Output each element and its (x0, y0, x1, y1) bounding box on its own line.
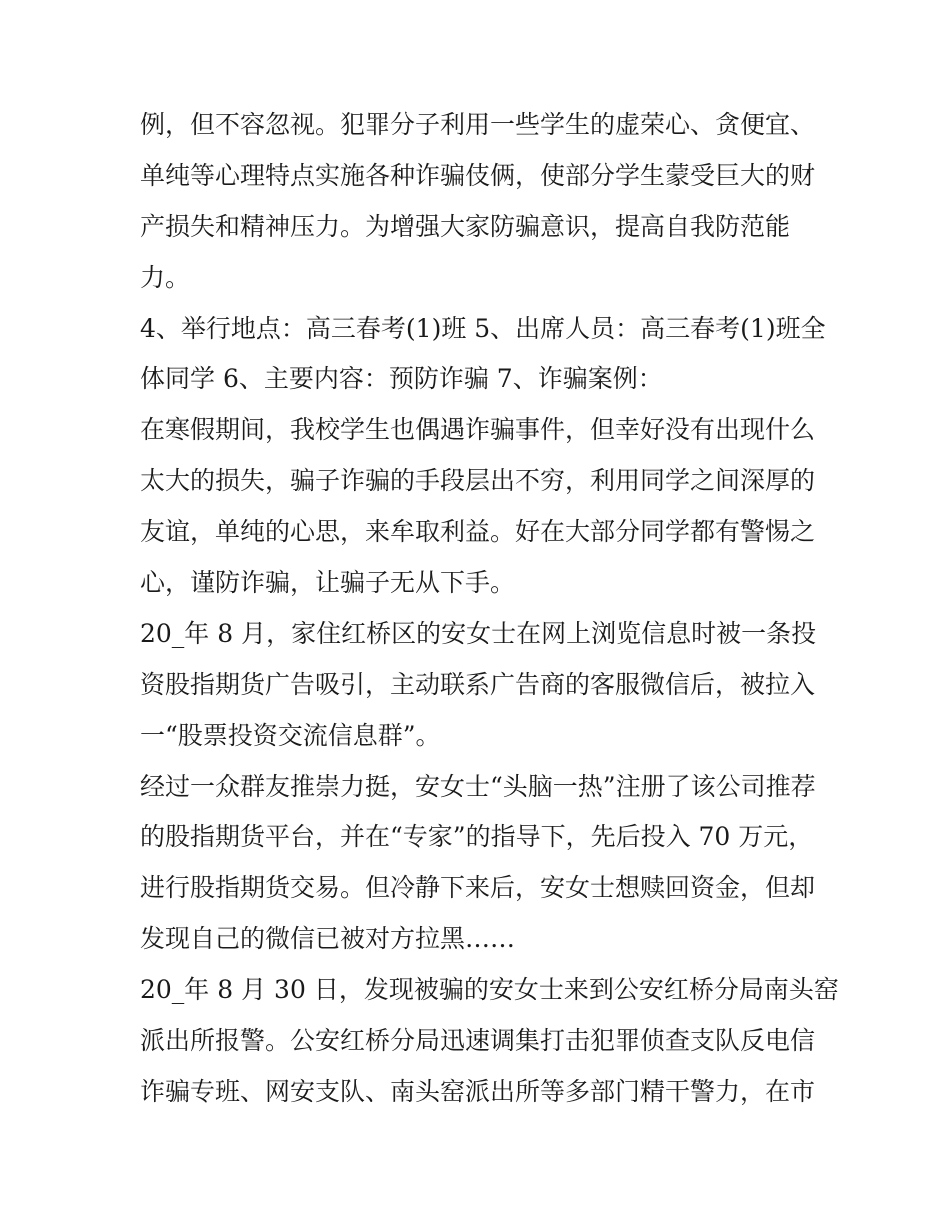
text-line: 在寒假期间，我校学生也偶遇诈骗事件，但幸好没有出现什么 (140, 415, 816, 445)
text-line: 太大的损失，骗子诈骗的手段层出不穷，利用同学之间深厚的 (140, 466, 816, 496)
text-line: 进行股指期货交易。但冷静下来后，安女士想赎回资金，但却 (140, 873, 816, 903)
text-line: 20_年 8 月 30 日，发现被骗的安女士来到公安红桥分局南头窑 (140, 975, 839, 1005)
text-line: 4、举行地点：高三春考(1)班 5、出席人员：高三春考(1)班全 (140, 313, 826, 343)
text-line: 发现自己的微信已被对方拉黑…… (140, 924, 516, 954)
text-line: 友谊，单纯的心思，来牟取利益。好在大部分同学都有警惕之 (140, 517, 816, 547)
text-line: 派出所报警。公安红桥分局迅速调集打击犯罪侦查支队反电信 (140, 1026, 816, 1056)
text-line: 诈骗专班、网安支队、南头窑派出所等多部门精干警力，在市 (140, 1076, 816, 1106)
text-line: 的股指期货平台，并在“专家”的指导下，先后投入 70 万元， (140, 822, 814, 852)
text-line: 20_年 8 月，家住红桥区的安女士在网上浏览信息时被一条投 (140, 618, 817, 648)
text-line: 心，谨防诈骗，让骗子无从下手。 (140, 568, 516, 598)
text-line: 产损失和精神压力。为增强大家防骗意识，提高自我防范能 (140, 211, 791, 241)
text-line: 一“股票投资交流信息群”。 (140, 720, 441, 750)
document-body (140, 100, 839, 1118)
text-line: 资股指期货广告吸引，主动联系广告商的客服微信后，被拉入 (140, 669, 816, 699)
text-line: 例，但不容忽视。犯罪分子利用一些学生的虚荣心、贪便宜、 (140, 110, 816, 139)
text-line: 体同学 6、主要内容：预防诈骗 7、诈骗案例： (140, 364, 663, 394)
text-line: 单纯等心理特点实施各种诈骗伎俩，使部分学生蒙受巨大的财 (140, 160, 816, 190)
text-line: 力。 (140, 262, 191, 292)
text-line: 经过一众群友推崇力挺，安女士“头脑一热”注册了该公司推荐 (140, 771, 816, 801)
